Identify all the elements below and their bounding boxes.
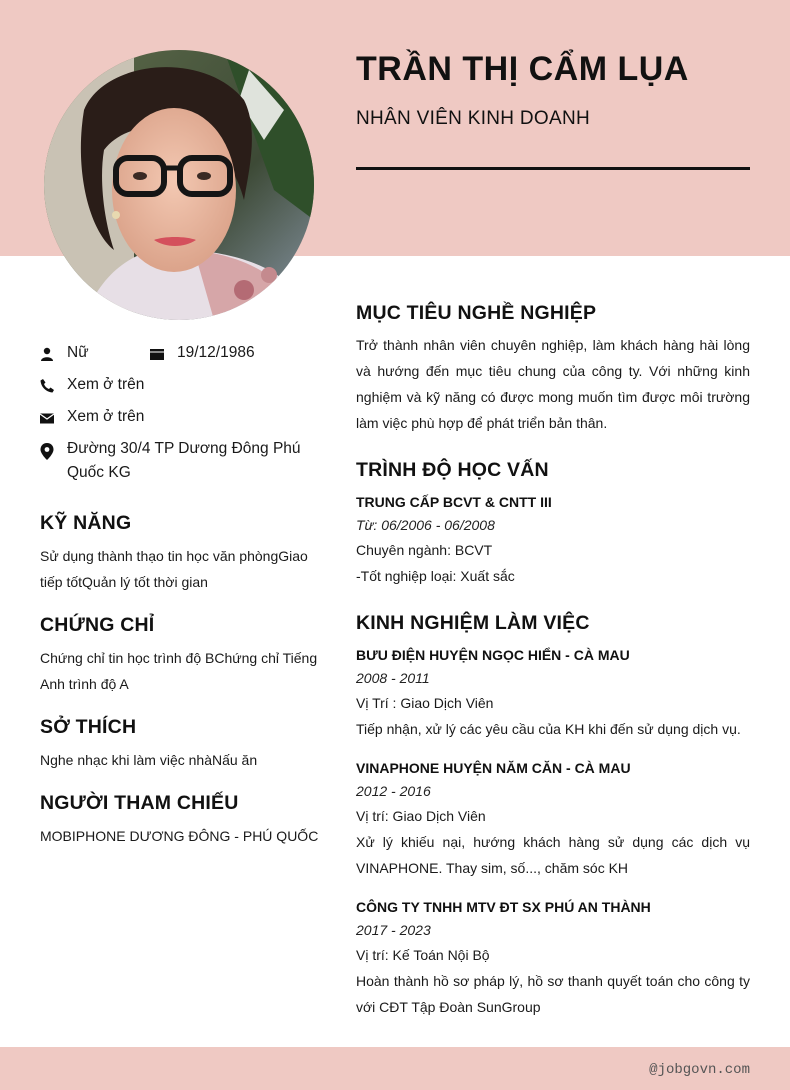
title-divider xyxy=(356,167,750,170)
experience-org: VINAPHONE HUYỆN NĂM CĂN - CÀ MAU xyxy=(356,760,631,776)
references-heading: NGƯỜI THAM CHIẾU xyxy=(40,792,239,814)
email-row xyxy=(40,408,144,429)
education-school: TRUNG CẤP BCVT & CNTT III xyxy=(356,494,552,510)
certificates-text: Chứng chỉ tin học trình độ BChứng chỉ Tiếng Anh trình độ A xyxy=(40,650,318,692)
address-row xyxy=(40,440,325,485)
references-text: MOBIPHONE DƯƠNG ĐÔNG - PHÚ QUỐC xyxy=(40,828,319,844)
gender-value: Nữ xyxy=(67,344,89,361)
candidate-name: TRẦN THỊ CẨM LỤA xyxy=(356,50,689,88)
calendar-icon xyxy=(150,347,164,361)
experience-description: Xử lý khiếu nại, hướng khách hàng sử dụng các dịch vụ VINAPHONE. Thay sim, số..., chăm sóc KH xyxy=(356,834,750,876)
experience-position: Vị Trí : Giao Dịch Viên xyxy=(356,695,494,711)
phone-row xyxy=(40,376,144,397)
profile-photo xyxy=(44,50,314,320)
experience-org: CÔNG TY TNHH MTV ĐT SX PHÚ AN THÀNH xyxy=(356,899,651,915)
mail-icon xyxy=(40,411,54,425)
experience-position: Vị trí: Giao Dịch Viên xyxy=(356,808,486,824)
birthdate-value: 19/12/1986 xyxy=(177,344,255,361)
phone-icon xyxy=(40,379,54,393)
email-value: Xem ở trên xyxy=(67,408,145,425)
objective-heading: MỤC TIÊU NGHỀ NGHIỆP xyxy=(356,302,597,324)
hobbies-heading: SỞ THÍCH xyxy=(40,716,137,738)
gender-row xyxy=(40,344,89,365)
hobbies-text: Nghe nhạc khi làm việc nhàNấu ăn xyxy=(40,752,258,768)
education-heading: TRÌNH ĐỘ HỌC VẤN xyxy=(356,459,549,481)
education-major: Chuyên ngành: BCVT xyxy=(356,542,493,558)
phone-value: Xem ở trên xyxy=(67,376,145,393)
experience-period: 2008 - 2011 xyxy=(356,670,430,686)
experience-heading: KINH NGHIỆM LÀM VIỆC xyxy=(356,612,590,634)
experience-description: Hoàn thành hồ sơ pháp lý, hồ sơ thanh quyết toán cho công ty với CĐT Tập Đoàn SunGroup xyxy=(356,973,750,1015)
address-value: Đường 30/4 TP Dương Đông Phú Quốc KG xyxy=(67,440,301,481)
location-pin-icon xyxy=(40,443,54,460)
objective-text: Trở thành nhân viên chuyên nghiệp, làm khách hàng hài lòng và hướng đến mục tiêu chung của công ty. Với những kinh nghiệm và kỹ năng có được mong muốn tìm được môi trường làm việc phù hợp để phát triển bản thân. xyxy=(356,337,750,431)
footer-watermark: @jobgovn.com xyxy=(649,1062,750,1078)
job-title: NHÂN VIÊN KINH DOANH xyxy=(356,108,591,129)
education-grade: -Tốt nghiệp loại: Xuất sắc xyxy=(356,568,515,584)
experience-period: 2012 - 2016 xyxy=(356,783,431,799)
certificates-heading: CHỨNG CHỈ xyxy=(40,614,155,636)
skills-text: Sử dụng thành thạo tin học văn phòngGiao tiếp tốtQuản lý tốt thời gian xyxy=(40,548,308,590)
experience-org: BƯU ĐIỆN HUYỆN NGỌC HIỂN - CÀ MAU xyxy=(356,647,630,663)
experience-period: 2017 - 2023 xyxy=(356,922,431,938)
birthdate-row xyxy=(150,344,255,365)
person-icon xyxy=(40,347,54,361)
experience-description: Tiếp nhận, xử lý các yêu cầu của KH khi đến sử dụng dịch vụ. xyxy=(356,721,741,737)
skills-heading: KỸ NĂNG xyxy=(40,512,132,534)
experience-position: Vị trí: Kế Toán Nội Bộ xyxy=(356,947,490,963)
education-period: Từ: 06/2006 - 06/2008 xyxy=(356,517,495,533)
